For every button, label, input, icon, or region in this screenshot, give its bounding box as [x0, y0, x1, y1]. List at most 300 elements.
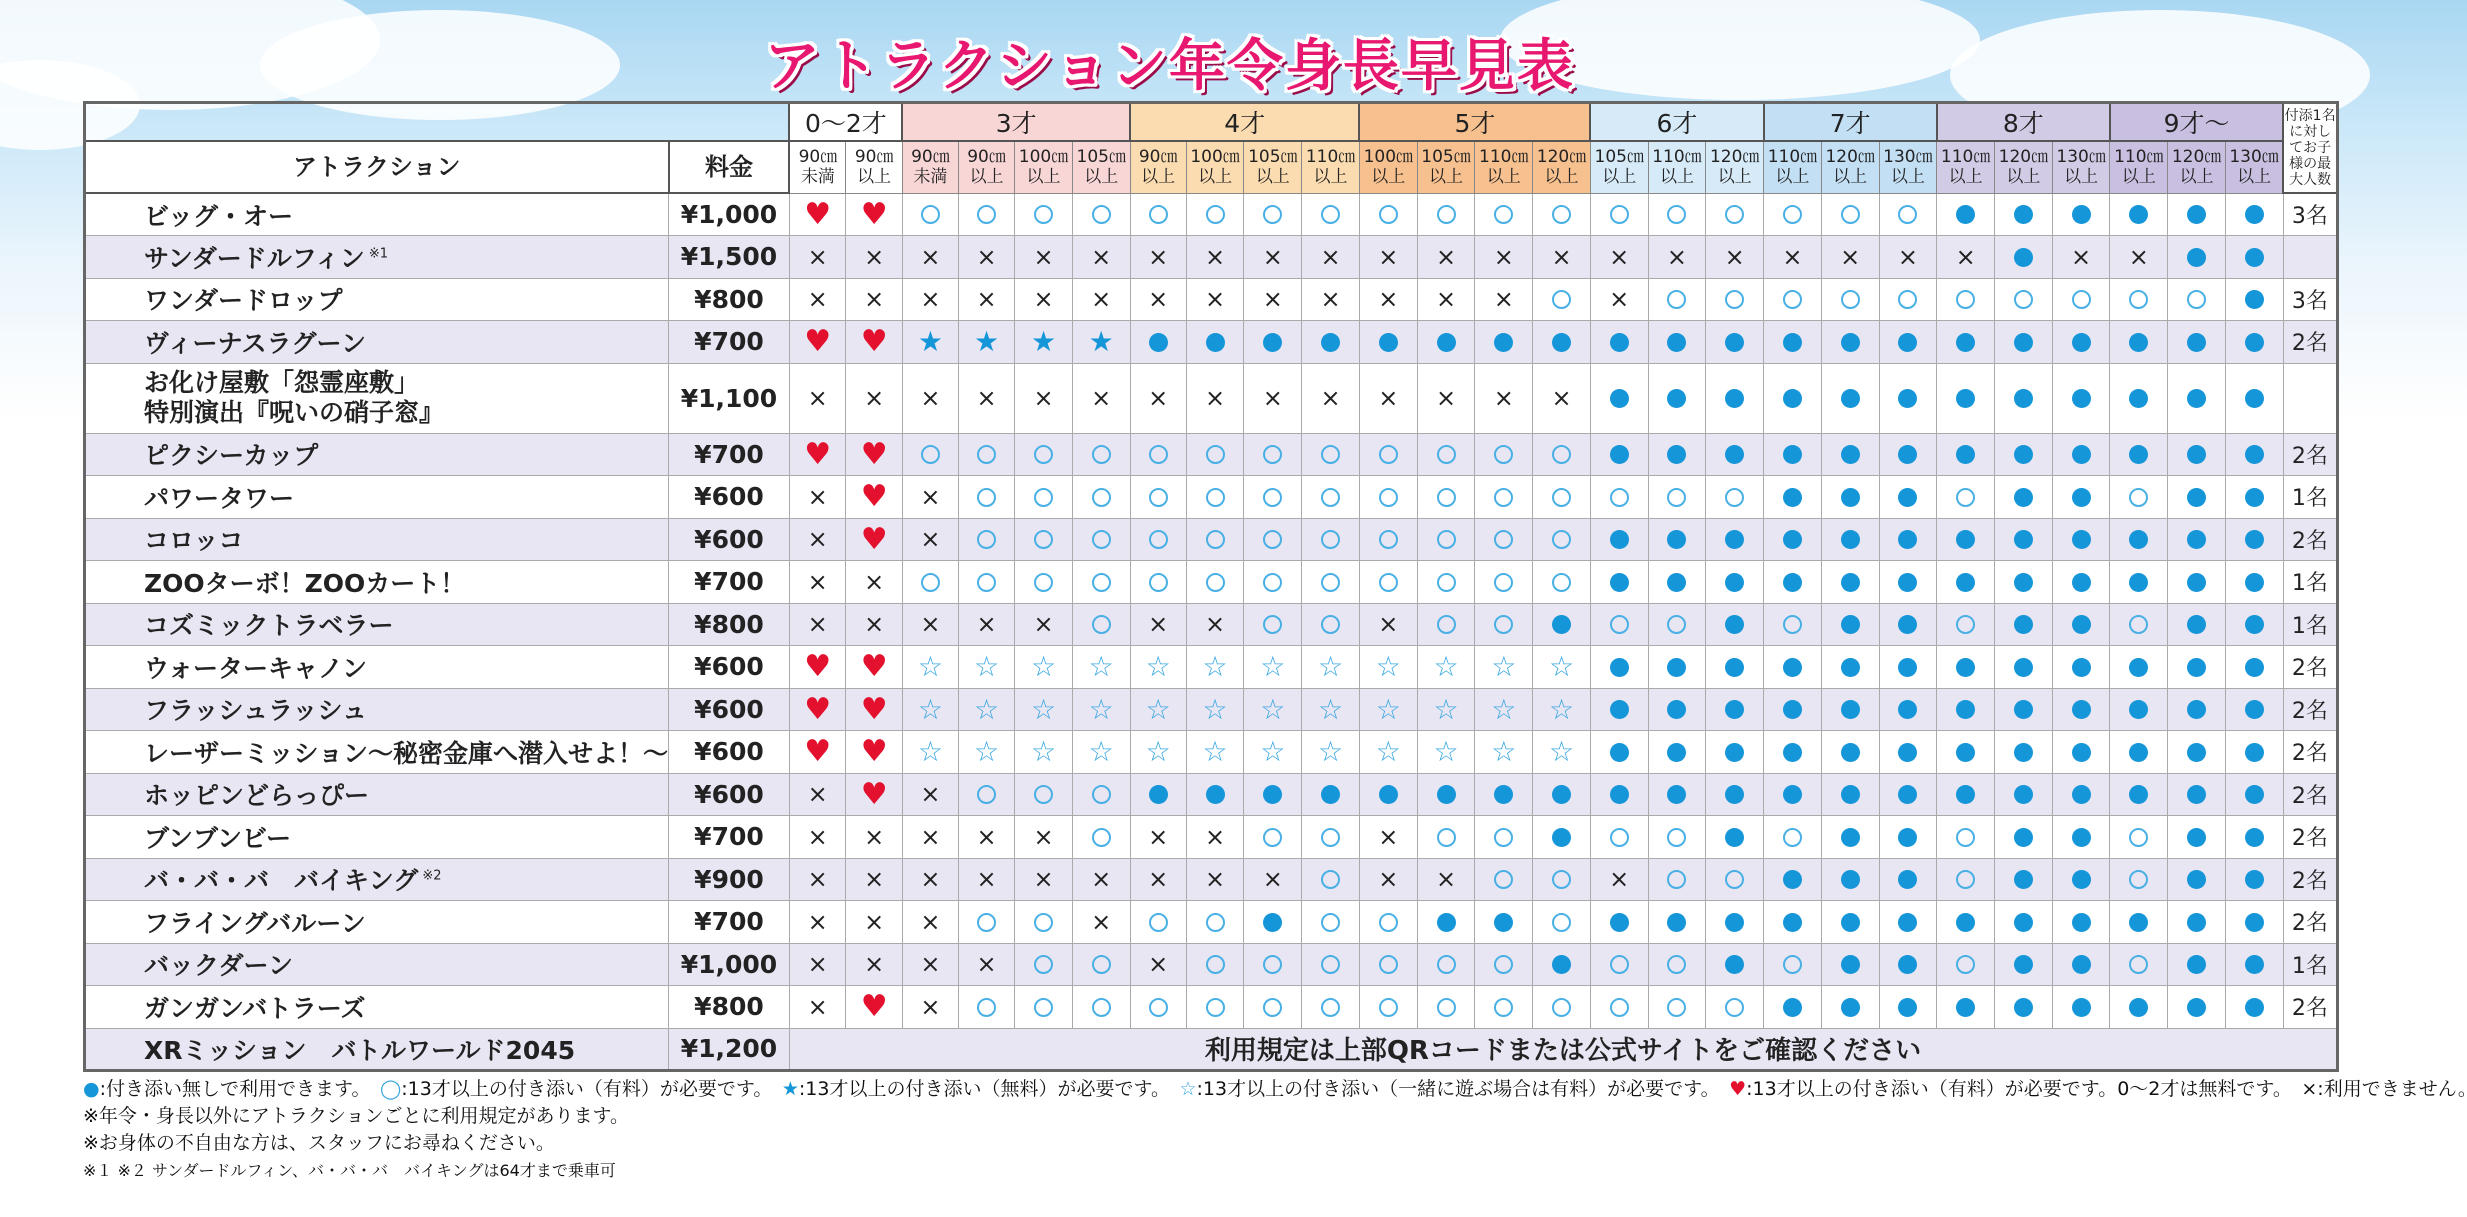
not-available-icon: ×: [920, 285, 941, 314]
available-dot-icon: [1841, 445, 1860, 464]
available-dot-icon: [1667, 333, 1686, 352]
eligibility-cell: [1995, 433, 2053, 476]
available-dot-icon: [2129, 700, 2148, 719]
eligibility-cell: [1937, 321, 1995, 364]
eligibility-cell: [1879, 688, 1937, 731]
eligibility-cell: [1937, 236, 1995, 279]
max-children-cell: [2283, 363, 2337, 433]
eligibility-cell: [2110, 816, 2168, 859]
eligibility-cell: [1244, 816, 1302, 859]
attraction-name: パワータワー: [85, 476, 669, 519]
eligibility-cell: [1995, 731, 2053, 774]
eligibility-cell: [959, 518, 1015, 561]
attraction-name: ピクシーカップ: [85, 433, 669, 476]
eligibility-cell: [2168, 731, 2226, 774]
play-escort-star-icon: ☆: [1318, 650, 1344, 684]
available-dot-icon: [1725, 955, 1744, 974]
available-dot-icon: [1841, 333, 1860, 352]
eligibility-cell: [2052, 433, 2110, 476]
paid-escort-ring-icon: [1610, 955, 1629, 974]
available-dot-icon: [1898, 333, 1917, 352]
not-available-icon: ×: [1262, 865, 1283, 894]
eligibility-cell: [2052, 321, 2110, 364]
eligibility-cell: [1995, 646, 2053, 689]
available-dot-icon: [1898, 488, 1917, 507]
paid-escort-ring-icon: [1263, 955, 1282, 974]
max-children-cell: 1名: [2283, 943, 2337, 986]
eligibility-cell: [2225, 561, 2283, 604]
eligibility-cell: [2052, 986, 2110, 1029]
eligibility-cell: [1764, 646, 1822, 689]
eligibility-cell: [2225, 901, 2283, 944]
attraction-price: ¥700: [669, 901, 790, 944]
not-available-icon: ×: [1493, 384, 1514, 412]
height-column-header: 105㎝ 以上: [1072, 141, 1130, 193]
eligibility-cell: [1764, 363, 1822, 433]
eligibility-cell: [1186, 773, 1244, 816]
eligibility-cell: [959, 986, 1015, 1029]
height-column-header: 105㎝ 以上: [1244, 141, 1302, 193]
attraction-name: コズミックトラベラー: [85, 603, 669, 646]
paid-escort-ring-icon: [921, 445, 940, 464]
max-children-cell: 3名: [2283, 278, 2337, 321]
eligibility-cell: [1879, 646, 1937, 689]
available-dot-icon: [2072, 828, 2091, 847]
eligibility-cell: [1302, 278, 1360, 321]
eligibility-cell: [1072, 363, 1130, 433]
eligibility-cell: [1417, 561, 1475, 604]
eligibility-cell: [1072, 986, 1130, 1029]
eligibility-cell: [902, 688, 958, 731]
paid-escort-ring-icon: [1725, 870, 1744, 889]
eligibility-cell: [2052, 363, 2110, 433]
max-children-cell: 2名: [2283, 816, 2337, 859]
available-dot-icon: [2187, 389, 2206, 408]
price-column-header: 料金: [669, 141, 790, 193]
available-dot-icon: [1783, 389, 1802, 408]
eligibility-cell: [1879, 901, 1937, 944]
heart-icon: ♥: [860, 196, 888, 232]
eligibility-cell: [1072, 901, 1130, 944]
eligibility-cell: [1244, 943, 1302, 986]
eligibility-cell: [1417, 321, 1475, 364]
eligibility-cell: [1130, 901, 1186, 944]
eligibility-cell: [2110, 561, 2168, 604]
eligibility-cell: [1879, 278, 1937, 321]
eligibility-cell: [1590, 986, 1648, 1029]
eligibility-cell: [789, 236, 846, 279]
eligibility-cell: [2168, 816, 2226, 859]
eligibility-cell: [2225, 986, 2283, 1029]
eligibility-cell: [789, 646, 846, 689]
attraction-price: ¥900: [669, 858, 790, 901]
table-row: [85, 816, 2338, 859]
eligibility-cell: [1821, 901, 1879, 944]
available-dot-icon: [1667, 530, 1686, 549]
not-available-icon: ×: [864, 242, 885, 271]
eligibility-cell: [1072, 321, 1130, 364]
eligibility-cell: [1186, 561, 1244, 604]
eligibility-cell: [1072, 561, 1130, 604]
available-dot-icon: [1898, 828, 1917, 847]
eligibility-cell: [1186, 986, 1244, 1029]
eligibility-cell: [1359, 561, 1417, 604]
available-dot-icon: [1956, 998, 1975, 1017]
eligibility-cell: [789, 986, 846, 1029]
paid-escort-ring-icon: [1092, 445, 1111, 464]
not-available-icon: ×: [1033, 384, 1054, 412]
eligibility-cell: [2110, 986, 2168, 1029]
available-dot-icon: [1725, 828, 1744, 847]
paid-escort-ring-icon: [1321, 488, 1340, 507]
paid-escort-ring-icon: [1034, 573, 1053, 592]
eligibility-cell: [2168, 278, 2226, 321]
eligibility-cell: [1072, 278, 1130, 321]
max-children-cell: 2名: [2283, 986, 2337, 1029]
available-dot-icon: [1841, 828, 1860, 847]
available-dot-icon: [2014, 998, 2033, 1017]
table-row: [85, 943, 2338, 986]
eligibility-cell: [959, 433, 1015, 476]
eligibility-cell: [902, 858, 958, 901]
available-dot-icon: [1783, 333, 1802, 352]
available-dot-icon: [2245, 700, 2264, 719]
available-dot-icon: [1956, 389, 1975, 408]
eligibility-cell: [2168, 236, 2226, 279]
paid-escort-ring-icon: [1437, 955, 1456, 974]
eligibility-cell: [1821, 688, 1879, 731]
eligibility-cell: [1821, 646, 1879, 689]
eligibility-cell: [1417, 603, 1475, 646]
eligibility-cell: [1590, 321, 1648, 364]
eligibility-cell: [1244, 363, 1302, 433]
eligibility-cell: [1417, 901, 1475, 944]
eligibility-cell: [2110, 943, 2168, 986]
not-available-icon: ×: [1378, 610, 1399, 639]
table-row: [85, 476, 2338, 519]
table-row: [85, 363, 2338, 433]
paid-escort-ring-icon: [1956, 290, 1975, 309]
available-dot-icon: [1610, 743, 1629, 762]
eligibility-cell: [1764, 943, 1822, 986]
eligibility-cell: [1821, 321, 1879, 364]
eligibility-cell: [1302, 943, 1360, 986]
eligibility-cell: [1417, 236, 1475, 279]
available-dot-icon: [2245, 205, 2264, 224]
eligibility-cell: [1015, 603, 1073, 646]
eligibility-cell: [1590, 433, 1648, 476]
eligibility-cell: [2225, 363, 2283, 433]
play-escort-star-icon: ☆: [1030, 650, 1057, 684]
eligibility-cell: [2052, 858, 2110, 901]
available-dot-icon: [2072, 389, 2091, 408]
height-column-header: 110㎝ 以上: [1302, 141, 1360, 193]
eligibility-cell: [789, 278, 846, 321]
available-dot-icon: [1610, 785, 1629, 804]
available-dot-icon: [1725, 785, 1744, 804]
eligibility-cell: [1706, 278, 1764, 321]
available-dot-icon: [1263, 785, 1282, 804]
eligibility-cell: [1937, 943, 1995, 986]
eligibility-cell: [1015, 561, 1073, 604]
eligibility-cell: [902, 363, 958, 433]
eligibility-cell: [959, 858, 1015, 901]
eligibility-cell: [789, 816, 846, 859]
paid-escort-ring-icon: [1379, 913, 1398, 932]
height-column-header: 105㎝ 以上: [1590, 141, 1648, 193]
eligibility-cell: [1648, 943, 1706, 986]
eligibility-cell: [1475, 476, 1533, 519]
eligibility-cell: [1417, 943, 1475, 986]
eligibility-cell: [1648, 646, 1706, 689]
eligibility-cell: [1475, 858, 1533, 901]
not-available-icon: ×: [807, 525, 828, 554]
play-escort-star-icon: ☆: [1548, 692, 1575, 726]
age-group-header: 9才〜: [2110, 103, 2283, 142]
not-available-icon: ×: [1609, 865, 1630, 894]
eligibility-cell: [1879, 943, 1937, 986]
eligibility-cell: [1937, 816, 1995, 859]
paid-escort-ring-icon: [1667, 870, 1686, 889]
eligibility-cell: [1475, 518, 1533, 561]
eligibility-cell: [1130, 518, 1186, 561]
attraction-table: [83, 101, 2339, 1072]
not-available-icon: ×: [1091, 907, 1112, 936]
table-row: [85, 901, 2338, 944]
paid-escort-ring-icon: [1379, 445, 1398, 464]
height-column-header: 90㎝ 未満: [789, 141, 846, 193]
paid-escort-ring-icon: [1725, 488, 1744, 507]
attraction-name: ビッグ・オー: [85, 193, 669, 236]
available-dot-icon: [1610, 530, 1629, 549]
attraction-name: XRミッション バトルワールド2045: [85, 1028, 669, 1071]
eligibility-cell: [1590, 476, 1648, 519]
legend-mark-icon: ♥: [1729, 1078, 1747, 1100]
available-dot-icon: [2014, 333, 2033, 352]
not-available-icon: ×: [864, 610, 885, 639]
eligibility-cell: [1533, 433, 1591, 476]
eligibility-cell: [1475, 816, 1533, 859]
eligibility-cell: [2168, 518, 2226, 561]
eligibility-cell: [1244, 901, 1302, 944]
eligibility-cell: [1821, 561, 1879, 604]
max-children-cell: 2名: [2283, 731, 2337, 774]
play-escort-star-icon: ☆: [1433, 735, 1459, 769]
not-available-icon: ×: [1435, 865, 1457, 894]
available-dot-icon: [1841, 998, 1860, 1017]
available-dot-icon: [1841, 955, 1860, 974]
eligibility-cell: [959, 603, 1015, 646]
attraction-rows: [85, 193, 2338, 1071]
eligibility-cell: [1533, 816, 1591, 859]
eligibility-cell: [1186, 688, 1244, 731]
eligibility-cell: [2110, 688, 2168, 731]
available-dot-icon: [1725, 333, 1744, 352]
paid-escort-ring-icon: [1206, 530, 1225, 549]
paid-escort-ring-icon: [1494, 870, 1513, 889]
paid-escort-ring-icon: [1321, 530, 1340, 549]
available-dot-icon: [1206, 785, 1225, 804]
not-available-icon: ×: [864, 907, 885, 936]
available-dot-icon: [2187, 248, 2206, 267]
paid-escort-ring-icon: [1667, 998, 1686, 1017]
eligibility-cell: [1590, 816, 1648, 859]
not-available-icon: ×: [1205, 242, 1226, 271]
paid-escort-ring-icon: [1552, 488, 1571, 507]
eligibility-cell: [1937, 476, 1995, 519]
eligibility-cell: [1648, 321, 1706, 364]
eligibility-cell: [1015, 773, 1073, 816]
available-dot-icon: [2187, 573, 2206, 592]
available-dot-icon: [1725, 573, 1744, 592]
available-dot-icon: [2187, 445, 2206, 464]
paid-escort-ring-icon: [977, 205, 996, 224]
not-available-icon: ×: [1724, 242, 1745, 271]
eligibility-cell: [1417, 646, 1475, 689]
paid-escort-ring-icon: [1552, 913, 1571, 932]
paid-escort-ring-icon: [1494, 828, 1513, 847]
attraction-price: ¥600: [669, 773, 790, 816]
available-dot-icon: [1841, 658, 1860, 677]
eligibility-cell: [2168, 476, 2226, 519]
eligibility-cell: [1475, 731, 1533, 774]
play-escort-star-icon: ☆: [1491, 735, 1517, 769]
eligibility-cell: [1015, 363, 1073, 433]
play-escort-star-icon: ☆: [917, 650, 943, 684]
eligibility-cell: [1706, 858, 1764, 901]
eligibility-cell: [1302, 433, 1360, 476]
available-dot-icon: [1206, 333, 1225, 352]
available-dot-icon: [1494, 785, 1513, 804]
eligibility-cell: [1359, 901, 1417, 944]
eligibility-cell: [1821, 603, 1879, 646]
attraction-price: ¥1,000: [669, 943, 790, 986]
not-available-icon: ×: [1435, 285, 1457, 314]
not-available-icon: ×: [1378, 865, 1399, 894]
table-row: [85, 731, 2338, 774]
available-dot-icon: [1783, 870, 1802, 889]
eligibility-cell: [1359, 986, 1417, 1029]
not-available-icon: ×: [920, 780, 941, 809]
eligibility-cell: [959, 731, 1015, 774]
eligibility-cell: [1821, 518, 1879, 561]
eligibility-cell: [1648, 901, 1706, 944]
eligibility-cell: [1995, 901, 2053, 944]
available-dot-icon: [2072, 785, 2091, 804]
height-column-header: 90㎝ 未満: [902, 141, 958, 193]
eligibility-cell: [2168, 561, 2226, 604]
eligibility-cell: [789, 688, 846, 731]
eligibility-cell: [1359, 236, 1417, 279]
eligibility-cell: [2052, 901, 2110, 944]
available-dot-icon: [2014, 488, 2033, 507]
eligibility-cell: [1590, 561, 1648, 604]
available-dot-icon: [1610, 573, 1629, 592]
play-escort-star-icon: ☆: [974, 650, 1000, 684]
eligibility-cell: [2052, 943, 2110, 986]
eligibility-cell: [1417, 278, 1475, 321]
available-dot-icon: [1610, 658, 1629, 677]
not-available-icon: ×: [920, 950, 941, 979]
eligibility-cell: [1417, 193, 1475, 236]
available-dot-icon: [1898, 870, 1917, 889]
paid-escort-ring-icon: [1034, 998, 1053, 1017]
play-escort-star-icon: ☆: [974, 692, 1000, 726]
eligibility-cell: [902, 321, 958, 364]
eligibility-cell: [846, 476, 902, 519]
eligibility-cell: [789, 363, 846, 433]
available-dot-icon: [2187, 955, 2206, 974]
available-dot-icon: [1783, 488, 1802, 507]
eligibility-cell: [1186, 363, 1244, 433]
eligibility-cell: [2052, 688, 2110, 731]
available-dot-icon: [1841, 870, 1860, 889]
eligibility-cell: [1015, 943, 1073, 986]
attraction-price: ¥800: [669, 986, 790, 1029]
available-dot-icon: [2187, 658, 2206, 677]
eligibility-cell: [1475, 646, 1533, 689]
eligibility-cell: [1937, 688, 1995, 731]
eligibility-cell: [2168, 603, 2226, 646]
available-dot-icon: [1783, 913, 1802, 932]
paid-escort-ring-icon: [1321, 998, 1340, 1017]
paid-escort-ring-icon: [1610, 828, 1629, 847]
max-children-cell: 2名: [2283, 321, 2337, 364]
eligibility-cell: [1186, 731, 1244, 774]
not-available-icon: ×: [1378, 822, 1399, 851]
eligibility-cell: [1186, 236, 1244, 279]
eligibility-cell: [1015, 901, 1073, 944]
eligibility-cell: [1417, 518, 1475, 561]
eligibility-cell: [1130, 363, 1186, 433]
eligibility-cell: [959, 321, 1015, 364]
not-available-icon: ×: [1320, 242, 1341, 271]
eligibility-cell: [789, 773, 846, 816]
eligibility-cell: [1533, 858, 1591, 901]
attraction-name: ヴィーナスラグーン: [85, 321, 669, 364]
eligibility-cell: [1706, 603, 1764, 646]
attraction-name: ワンダードロップ: [85, 278, 669, 321]
not-available-icon: ×: [1609, 242, 1630, 271]
height-column-header: 130㎝ 以上: [2052, 141, 2110, 193]
eligibility-cell: [1417, 816, 1475, 859]
not-available-icon: ×: [976, 610, 997, 639]
available-dot-icon: [2072, 658, 2091, 677]
available-dot-icon: [1841, 615, 1860, 634]
eligibility-cell: [1764, 433, 1822, 476]
not-available-icon: ×: [807, 242, 828, 271]
paid-escort-ring-icon: [1956, 615, 1975, 634]
paid-escort-ring-icon: [1034, 488, 1053, 507]
eligibility-cell: [1995, 561, 2053, 604]
max-children-cell: 2名: [2283, 858, 2337, 901]
available-dot-icon: [1841, 389, 1860, 408]
paid-escort-ring-icon: [1956, 828, 1975, 847]
table-row: [85, 193, 2338, 236]
paid-escort-ring-icon: [1437, 488, 1456, 507]
not-available-icon: ×: [1955, 242, 1976, 271]
paid-escort-ring-icon: [1092, 615, 1111, 634]
eligibility-cell: [1359, 731, 1417, 774]
available-dot-icon: [1149, 333, 1168, 352]
table-row: [85, 236, 2338, 279]
available-dot-icon: [1725, 615, 1744, 634]
eligibility-cell: [1244, 433, 1302, 476]
paid-escort-ring-icon: [1841, 205, 1860, 224]
heart-icon: ♥: [804, 734, 832, 770]
paid-escort-ring-icon: [1149, 998, 1168, 1017]
available-dot-icon: [2072, 743, 2091, 762]
